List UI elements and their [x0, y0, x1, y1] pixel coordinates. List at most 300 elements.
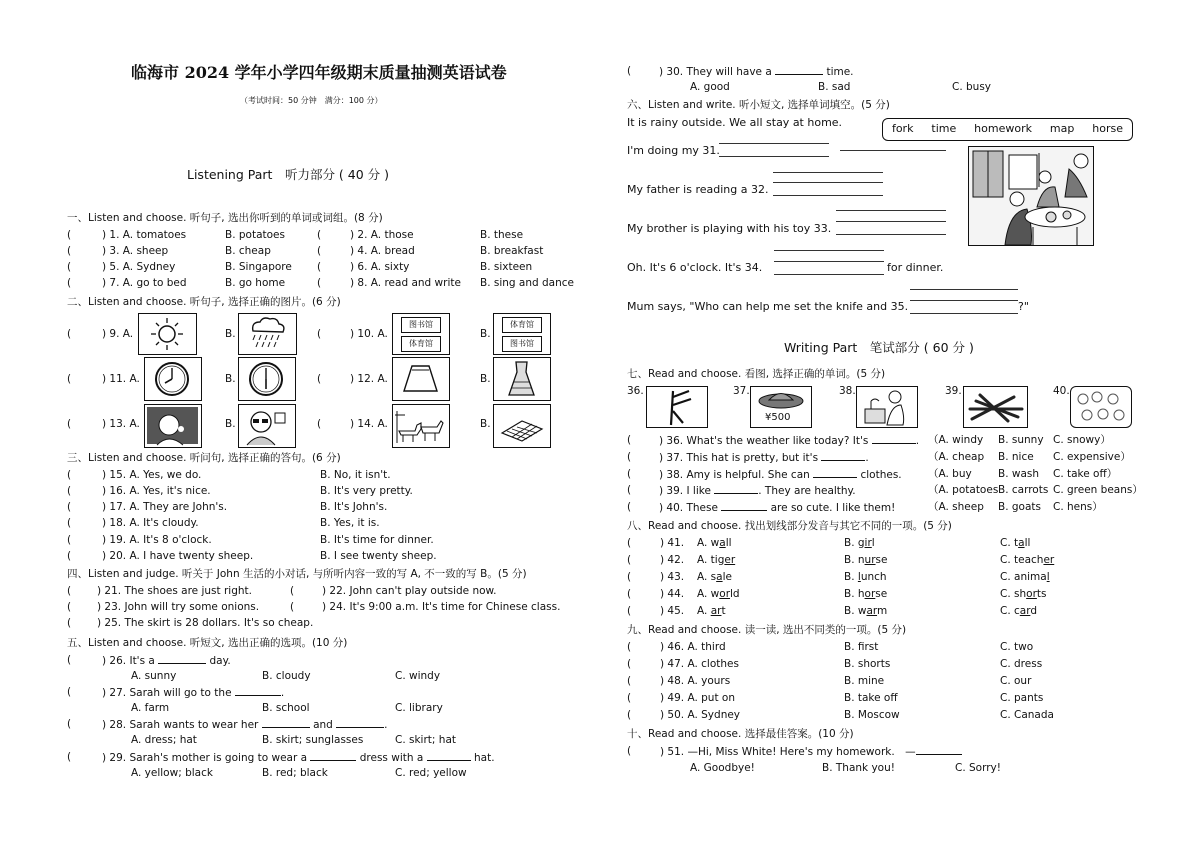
question-51 — [660, 745, 962, 758]
option-b: B. sad — [818, 81, 851, 93]
paren: ( — [67, 373, 72, 385]
line-34-tail: for dinner. — [887, 261, 944, 274]
q37-text: ) 37. This hat is pretty, but it's — [659, 452, 819, 464]
question-21: ) 21. The shoes are just right. — [97, 585, 252, 597]
line-31: I'm doing my 31. — [627, 144, 720, 157]
option-b: B. No, it isn't. — [320, 469, 391, 481]
word-fork: fork — [891, 122, 914, 136]
pic-number-40: 40. — [1053, 385, 1070, 397]
option-c — [1000, 588, 1046, 600]
answer-blank[interactable] — [427, 751, 471, 761]
opt-post: ll — [1024, 537, 1031, 549]
option-b: B. Singapore — [225, 261, 292, 273]
opt-underlined: a — [719, 537, 726, 549]
answer-blank[interactable] — [821, 451, 865, 461]
guide-line — [836, 221, 946, 222]
opt-pre: C. t — [1000, 537, 1019, 549]
question-2: ) 2. A. those — [350, 229, 414, 241]
question-12: ) 12. A. — [350, 373, 388, 385]
paren: ( — [67, 277, 72, 289]
paren: ( — [627, 501, 632, 513]
paren: ( — [627, 709, 632, 721]
sun-picture — [138, 313, 197, 355]
question-40 — [659, 501, 895, 514]
opt-post: t — [721, 605, 726, 617]
question-15: ) 15. A. Yes, we do. — [102, 469, 202, 481]
paren: ( — [67, 261, 72, 273]
question-25: ) 25. The skirt is 28 dollars. It's so cheap. — [97, 617, 314, 629]
clock-picture-a — [144, 357, 202, 401]
question-28 — [102, 718, 388, 731]
q26-tail: day. — [209, 655, 231, 667]
exam-title: 临海市 2024 学年小学四年级期末质量抽测英语试卷 — [131, 63, 507, 82]
paren: ( — [67, 534, 72, 546]
opt-underlined: or — [864, 588, 876, 600]
paren: ( — [317, 373, 322, 385]
pic-number-37: 37. — [733, 385, 750, 397]
opt-underlined: or — [719, 588, 731, 600]
opt-pre: A. tig — [697, 554, 725, 566]
option-b: B. It's John's. — [320, 501, 388, 513]
option-b: B. I see twenty sheep. — [320, 550, 437, 562]
option-b: B. sing and dance — [480, 277, 575, 289]
question-27 — [102, 686, 284, 699]
question-46: ) 46. A. third — [660, 641, 726, 653]
opt-underlined: a — [716, 571, 723, 583]
option-b: B. Thank you! — [822, 762, 895, 774]
line-34: Oh. It's 6 o'clock. It's 34. — [627, 261, 763, 274]
option-a: A. Goodbye! — [690, 762, 755, 774]
q29-mid: dress with a — [359, 752, 424, 764]
option-c: C. our — [1000, 675, 1032, 687]
section10-heading: 十、Read and choose. 选择最佳答案。(10 分) — [627, 728, 854, 740]
sign-library: 图书馆 — [502, 336, 542, 352]
crate-icon — [494, 405, 549, 446]
q40-text: ) 40. These — [659, 502, 718, 514]
opt-underlined: ur — [864, 554, 876, 566]
opt-pre: A. w — [697, 537, 720, 549]
person-eating-icon — [145, 405, 200, 446]
writing-part-heading: Writing Part 笔试部分 ( 60 分 ) — [784, 340, 974, 355]
q51-text: ) 51. —Hi, Miss White! Here's my homework. — — [660, 746, 916, 758]
opt-pre: B. n — [844, 554, 865, 566]
option-b: B. shorts — [844, 658, 891, 670]
green-beans-picture — [963, 386, 1028, 428]
paren: ( — [627, 605, 632, 617]
paren: ( — [627, 571, 632, 583]
question-14: ) 14. A. — [350, 418, 388, 430]
answer-blank[interactable] — [310, 751, 356, 761]
paren: ( — [317, 418, 322, 430]
pic-number-36: 36. — [627, 385, 644, 397]
paren: ( — [67, 328, 72, 340]
skirt-picture — [392, 357, 450, 401]
person-picture-b — [238, 404, 296, 448]
option-b: B. take off — [844, 692, 898, 704]
option-b: B. Moscow — [844, 709, 900, 721]
q26-text: ) 26. It's a — [102, 655, 155, 667]
option-c: C. Canada — [1000, 709, 1054, 721]
paren: ( — [317, 277, 322, 289]
opt-underlined: l — [857, 571, 861, 583]
opt-post: m — [877, 605, 888, 617]
paren: ( — [627, 675, 632, 687]
option-a — [697, 571, 732, 583]
answer-line-33[interactable] — [836, 234, 946, 235]
question-41: ) 41. — [660, 537, 685, 549]
option-a: A. dress; hat — [131, 734, 197, 746]
skirt-icon — [393, 358, 448, 399]
question-37: ) 37. This hat is pretty, but it's . — [659, 452, 869, 464]
option-c — [1000, 554, 1054, 566]
opt-post: ts — [1036, 588, 1047, 600]
guide-line — [836, 210, 946, 211]
option-a — [697, 605, 726, 617]
paren: ( — [627, 484, 632, 496]
sign-library: 图书馆 — [401, 317, 441, 333]
guide-line — [719, 143, 829, 144]
line-35-tail: ?" — [1018, 300, 1029, 313]
question-18: ) 18. A. It's cloudy. — [102, 517, 199, 529]
paren: ( — [627, 658, 632, 670]
option-b: B. breakfast — [480, 245, 544, 257]
opt-post: l — [871, 537, 875, 549]
line-32: My father is reading a 32. — [627, 183, 769, 196]
opt-underlined: ir — [864, 537, 872, 549]
question-23: ) 23. John will try some onions. — [97, 601, 260, 613]
sign-gym: 体育馆 — [401, 336, 441, 352]
question-30 — [659, 65, 854, 78]
option-a — [697, 588, 740, 600]
q40-tail: are so cute. I like them! — [770, 502, 896, 514]
option-b-label: B. — [480, 373, 491, 385]
paren: ( — [67, 686, 72, 698]
opt-pre: B. — [844, 571, 858, 583]
guide-line — [910, 289, 1018, 290]
option-c — [1000, 537, 1030, 549]
opt-post: le — [722, 571, 732, 583]
q28-tail: . — [384, 719, 388, 731]
option-c: C. skirt; hat — [395, 734, 456, 746]
option-b: B. skirt; sunglasses — [262, 734, 364, 746]
opt-pre: A. — [697, 605, 711, 617]
answer-blank[interactable] — [262, 718, 310, 728]
box-picture — [493, 404, 551, 448]
question-43: ) 43. — [660, 571, 685, 583]
option-c: C. pants — [1000, 692, 1044, 704]
paren: ( — [627, 588, 632, 600]
library-gym-signs-a — [392, 313, 450, 355]
option-b: B. school — [262, 702, 310, 714]
word-homework: homework — [974, 122, 1032, 136]
option-c: C. Sorry! — [955, 762, 1001, 774]
option-b: B. It's very pretty. — [320, 485, 413, 497]
option-a: （A. potatoes — [928, 484, 999, 496]
clock-picture-b — [238, 357, 296, 401]
paren: ( — [627, 434, 632, 446]
opt-pre: A. w — [697, 588, 720, 600]
paren: ( — [627, 554, 632, 566]
option-b — [844, 605, 887, 617]
sign-gym: 体育馆 — [502, 317, 542, 333]
paren: ( — [67, 469, 72, 481]
paren: ( — [67, 501, 72, 513]
section5-heading: 五、Listen and choose. 听短文, 选出正确的选项。(10 分) — [67, 637, 348, 649]
animals-picture — [392, 404, 450, 448]
option-b: B. cheap — [225, 245, 271, 257]
paren: ( — [317, 245, 322, 257]
answer-blank[interactable] — [336, 718, 384, 728]
word-horse: horse — [1092, 122, 1123, 136]
option-b — [844, 537, 875, 549]
word-time: time — [931, 122, 957, 136]
paren: ( — [67, 654, 72, 666]
option-c — [1000, 571, 1050, 583]
answer-line-35[interactable] — [910, 313, 1018, 314]
person-picture-a — [144, 404, 202, 448]
sun-icon — [139, 314, 195, 353]
question-36: ) 36. What's the weather like today? It's . — [659, 435, 920, 447]
option-c — [1000, 605, 1037, 617]
q39-text: ) 39. I like — [659, 485, 711, 497]
q30-text: ) 30. They will have a — [659, 66, 772, 78]
option-b: B. go home — [225, 277, 286, 289]
answer-blank[interactable] — [721, 501, 767, 511]
clock-icon — [145, 358, 200, 399]
paren: ( — [67, 245, 72, 257]
paren: ( — [67, 550, 72, 562]
opt-underlined: or — [1026, 588, 1037, 600]
option-b-label: B. — [480, 418, 491, 430]
word-bank — [882, 118, 1133, 141]
opt-pre: B. h — [844, 588, 865, 600]
answer-line-31[interactable] — [719, 156, 829, 157]
pic-number-39: 39. — [945, 385, 962, 397]
option-a — [697, 537, 732, 549]
option-a: （A. sheep — [928, 501, 984, 513]
paren: ( — [67, 485, 72, 497]
washing-picture — [856, 386, 918, 428]
option-c: C. hens） — [1053, 501, 1103, 513]
question-3: ) 3. A. sheep — [102, 245, 169, 257]
wind-picture — [646, 386, 708, 428]
section1-heading: 一、Listen and choose. 听句子, 选出你听到的单词或词组。(8 分) — [67, 212, 383, 224]
question-1: ) 1. A. tomatoes — [102, 229, 187, 241]
question-9: ) 9. A. — [102, 328, 134, 340]
option-b: B. potatoes — [225, 229, 285, 241]
rain-picture — [238, 313, 297, 355]
q29-text: ) 29. Sarah's mother is going to wear a — [102, 752, 308, 764]
paren: ( — [290, 601, 295, 613]
q36-text: ) 36. What's the weather like today? It's — [659, 435, 869, 447]
hens-icon — [1071, 387, 1131, 427]
question-39 — [659, 484, 856, 497]
section6-heading: 六、Listen and write. 听小短文, 选择单词填空。(5 分) — [627, 99, 890, 111]
passage-intro: It is rainy outside. We all stay at home. — [627, 116, 843, 129]
question-47: ) 47. A. clothes — [660, 658, 739, 670]
paren: ( — [67, 617, 72, 629]
option-b: B. first — [844, 641, 879, 653]
price-tag: ¥500 — [765, 412, 791, 423]
opt-pre: C. anima — [1000, 571, 1047, 583]
option-a: A. farm — [131, 702, 170, 714]
opt-underlined: a — [1018, 537, 1025, 549]
answer-line-32[interactable] — [773, 195, 883, 196]
answer-blank[interactable] — [916, 745, 962, 755]
answer-line-34[interactable] — [774, 274, 884, 275]
question-4: ) 4. A. bread — [350, 245, 415, 257]
q30-tail: time. — [826, 66, 854, 78]
question-26 — [102, 654, 231, 667]
family-scene-picture — [968, 146, 1094, 246]
answer-blank[interactable] — [813, 468, 857, 478]
opt-underlined: er — [724, 554, 736, 566]
family-at-home-icon — [969, 147, 1093, 245]
option-c: C. green beans） — [1053, 484, 1143, 496]
option-b: B. red; black — [262, 767, 328, 779]
option-b — [844, 554, 887, 566]
clock-icon — [239, 358, 294, 399]
option-b: B. mine — [844, 675, 885, 687]
question-6: ) 6. A. sixty — [350, 261, 410, 273]
section4-heading: 四、Listen and judge. 听关于 John 生活的小对话, 与所听内容一致的写 A, 不一致的写 B。(5 分) — [67, 568, 527, 580]
opt-underlined: ar — [866, 605, 878, 617]
paren: ( — [627, 65, 632, 77]
opt-pre: A. s — [697, 571, 717, 583]
answer-blank[interactable] — [714, 484, 758, 494]
guide-line — [774, 250, 884, 251]
option-a: （A. cheap — [928, 451, 985, 463]
option-b: B. Yes, it is. — [320, 517, 380, 529]
opt-pre: C. teach — [1000, 554, 1044, 566]
option-a: （A. buy — [928, 468, 972, 480]
question-11: ) 11. A. — [102, 373, 140, 385]
section7-heading: 七、Read and choose. 看图, 选择正确的单词。(5 分) — [627, 368, 886, 380]
line-35: Mum says, "Who can help me set the knife and 35. — [627, 300, 909, 313]
section3-heading: 三、Listen and choose. 听问句, 选择正确的答句。(6 分) — [67, 452, 341, 464]
option-b — [844, 588, 887, 600]
exam-subtitle: （考试时间：50 分钟 满分：100 分） — [240, 96, 383, 105]
question-50: ) 50. A. Sydney — [660, 709, 741, 721]
question-8: ) 8. A. read and write — [350, 277, 461, 289]
paren: ( — [317, 261, 322, 273]
option-c: C. two — [1000, 641, 1034, 653]
dress-icon — [494, 358, 549, 399]
paren: ( — [67, 585, 72, 597]
q27-tail: . — [280, 687, 285, 699]
question-38 — [659, 468, 902, 481]
girl-washing-icon — [857, 387, 917, 427]
option-a: A. yellow; black — [131, 767, 213, 779]
question-48: ) 48. A. yours — [660, 675, 731, 687]
option-b: B. goats — [998, 501, 1041, 513]
question-10: ) 10. A. — [350, 328, 388, 340]
option-b: B. sunny — [998, 434, 1044, 446]
rain-cloud-icon — [239, 314, 295, 353]
opt-post: unch — [860, 571, 887, 583]
question-7: ) 7. A. go to bed — [102, 277, 187, 289]
question-5: ) 5. A. Sydney — [102, 261, 176, 273]
guide-line — [840, 150, 946, 151]
paren: ( — [317, 229, 322, 241]
paren: ( — [627, 745, 632, 757]
option-b: B. cloudy — [262, 670, 311, 682]
paren: ( — [67, 517, 72, 529]
answer-blank[interactable] — [872, 434, 916, 444]
paren: ( — [627, 537, 632, 549]
guide-line — [773, 172, 883, 173]
opt-underlined: ar — [1019, 605, 1031, 617]
option-b: B. sixteen — [480, 261, 533, 273]
paren: ( — [317, 328, 322, 340]
dress-picture — [493, 357, 551, 401]
opt-pre: C. c — [1000, 605, 1020, 617]
guide-line — [773, 182, 883, 183]
option-b: B. nice — [998, 451, 1034, 463]
opt-underlined: er — [1043, 554, 1055, 566]
question-42: ) 42. — [660, 554, 685, 566]
hat-picture — [750, 386, 812, 428]
question-17: ) 17. A. They are John's. — [102, 501, 228, 513]
opt-post: ll — [725, 537, 732, 549]
q29-tail: hat. — [473, 752, 495, 764]
word-map: map — [1049, 122, 1075, 136]
paren: ( — [67, 418, 72, 430]
library-gym-signs-b — [493, 313, 551, 355]
option-b-label: B. — [225, 373, 236, 385]
question-24: ) 24. It's 9:00 a.m. It's time for Chinese class. — [322, 601, 561, 613]
paren: ( — [67, 751, 72, 763]
opt-underlined: l — [1046, 571, 1050, 583]
paren: ( — [627, 692, 632, 704]
option-b-label: B. — [480, 328, 491, 340]
answer-blank[interactable] — [158, 654, 206, 664]
option-c: C. library — [395, 702, 443, 714]
opt-underlined: ar — [710, 605, 722, 617]
question-49: ) 49. A. put on — [660, 692, 735, 704]
answer-blank[interactable] — [235, 686, 281, 696]
option-c: C. expensive） — [1053, 451, 1131, 463]
opt-post: se — [875, 588, 888, 600]
opt-post: d — [1030, 605, 1038, 617]
q38-tail: clothes. — [860, 469, 902, 481]
q39-tail: . They are healthy. — [758, 485, 856, 497]
pic-number-38: 38. — [839, 385, 856, 397]
question-19: ) 19. A. It's 8 o'clock. — [102, 534, 212, 546]
option-c: C. take off） — [1053, 468, 1118, 480]
opt-post: ld — [730, 588, 740, 600]
q38-text: ) 38. Amy is helpful. She can — [659, 469, 810, 481]
section2-heading: 二、Listen and choose. 听句子, 选择正确的图片。(6 分) — [67, 296, 341, 308]
option-b: B. wash — [998, 468, 1040, 480]
question-16: ) 16. A. Yes, it's nice. — [102, 485, 211, 497]
answer-blank[interactable] — [775, 65, 823, 75]
section9-heading: 九、Read and choose. 读一读, 选出不同类的一项。(5 分) — [627, 624, 907, 636]
option-a — [697, 554, 735, 566]
paren: ( — [67, 718, 72, 730]
option-b: B. carrots — [998, 484, 1049, 496]
guide-line — [910, 300, 1018, 301]
paren: ( — [67, 601, 72, 613]
option-c: C. snowy） — [1053, 434, 1111, 446]
farm-animals-icon — [393, 405, 448, 446]
paren: ( — [627, 451, 632, 463]
opt-pre: B. w — [844, 605, 867, 617]
option-c: C. busy — [952, 81, 992, 93]
option-b-label: B. — [225, 418, 236, 430]
option-b — [844, 571, 887, 583]
option-a: （A. windy — [928, 434, 984, 446]
